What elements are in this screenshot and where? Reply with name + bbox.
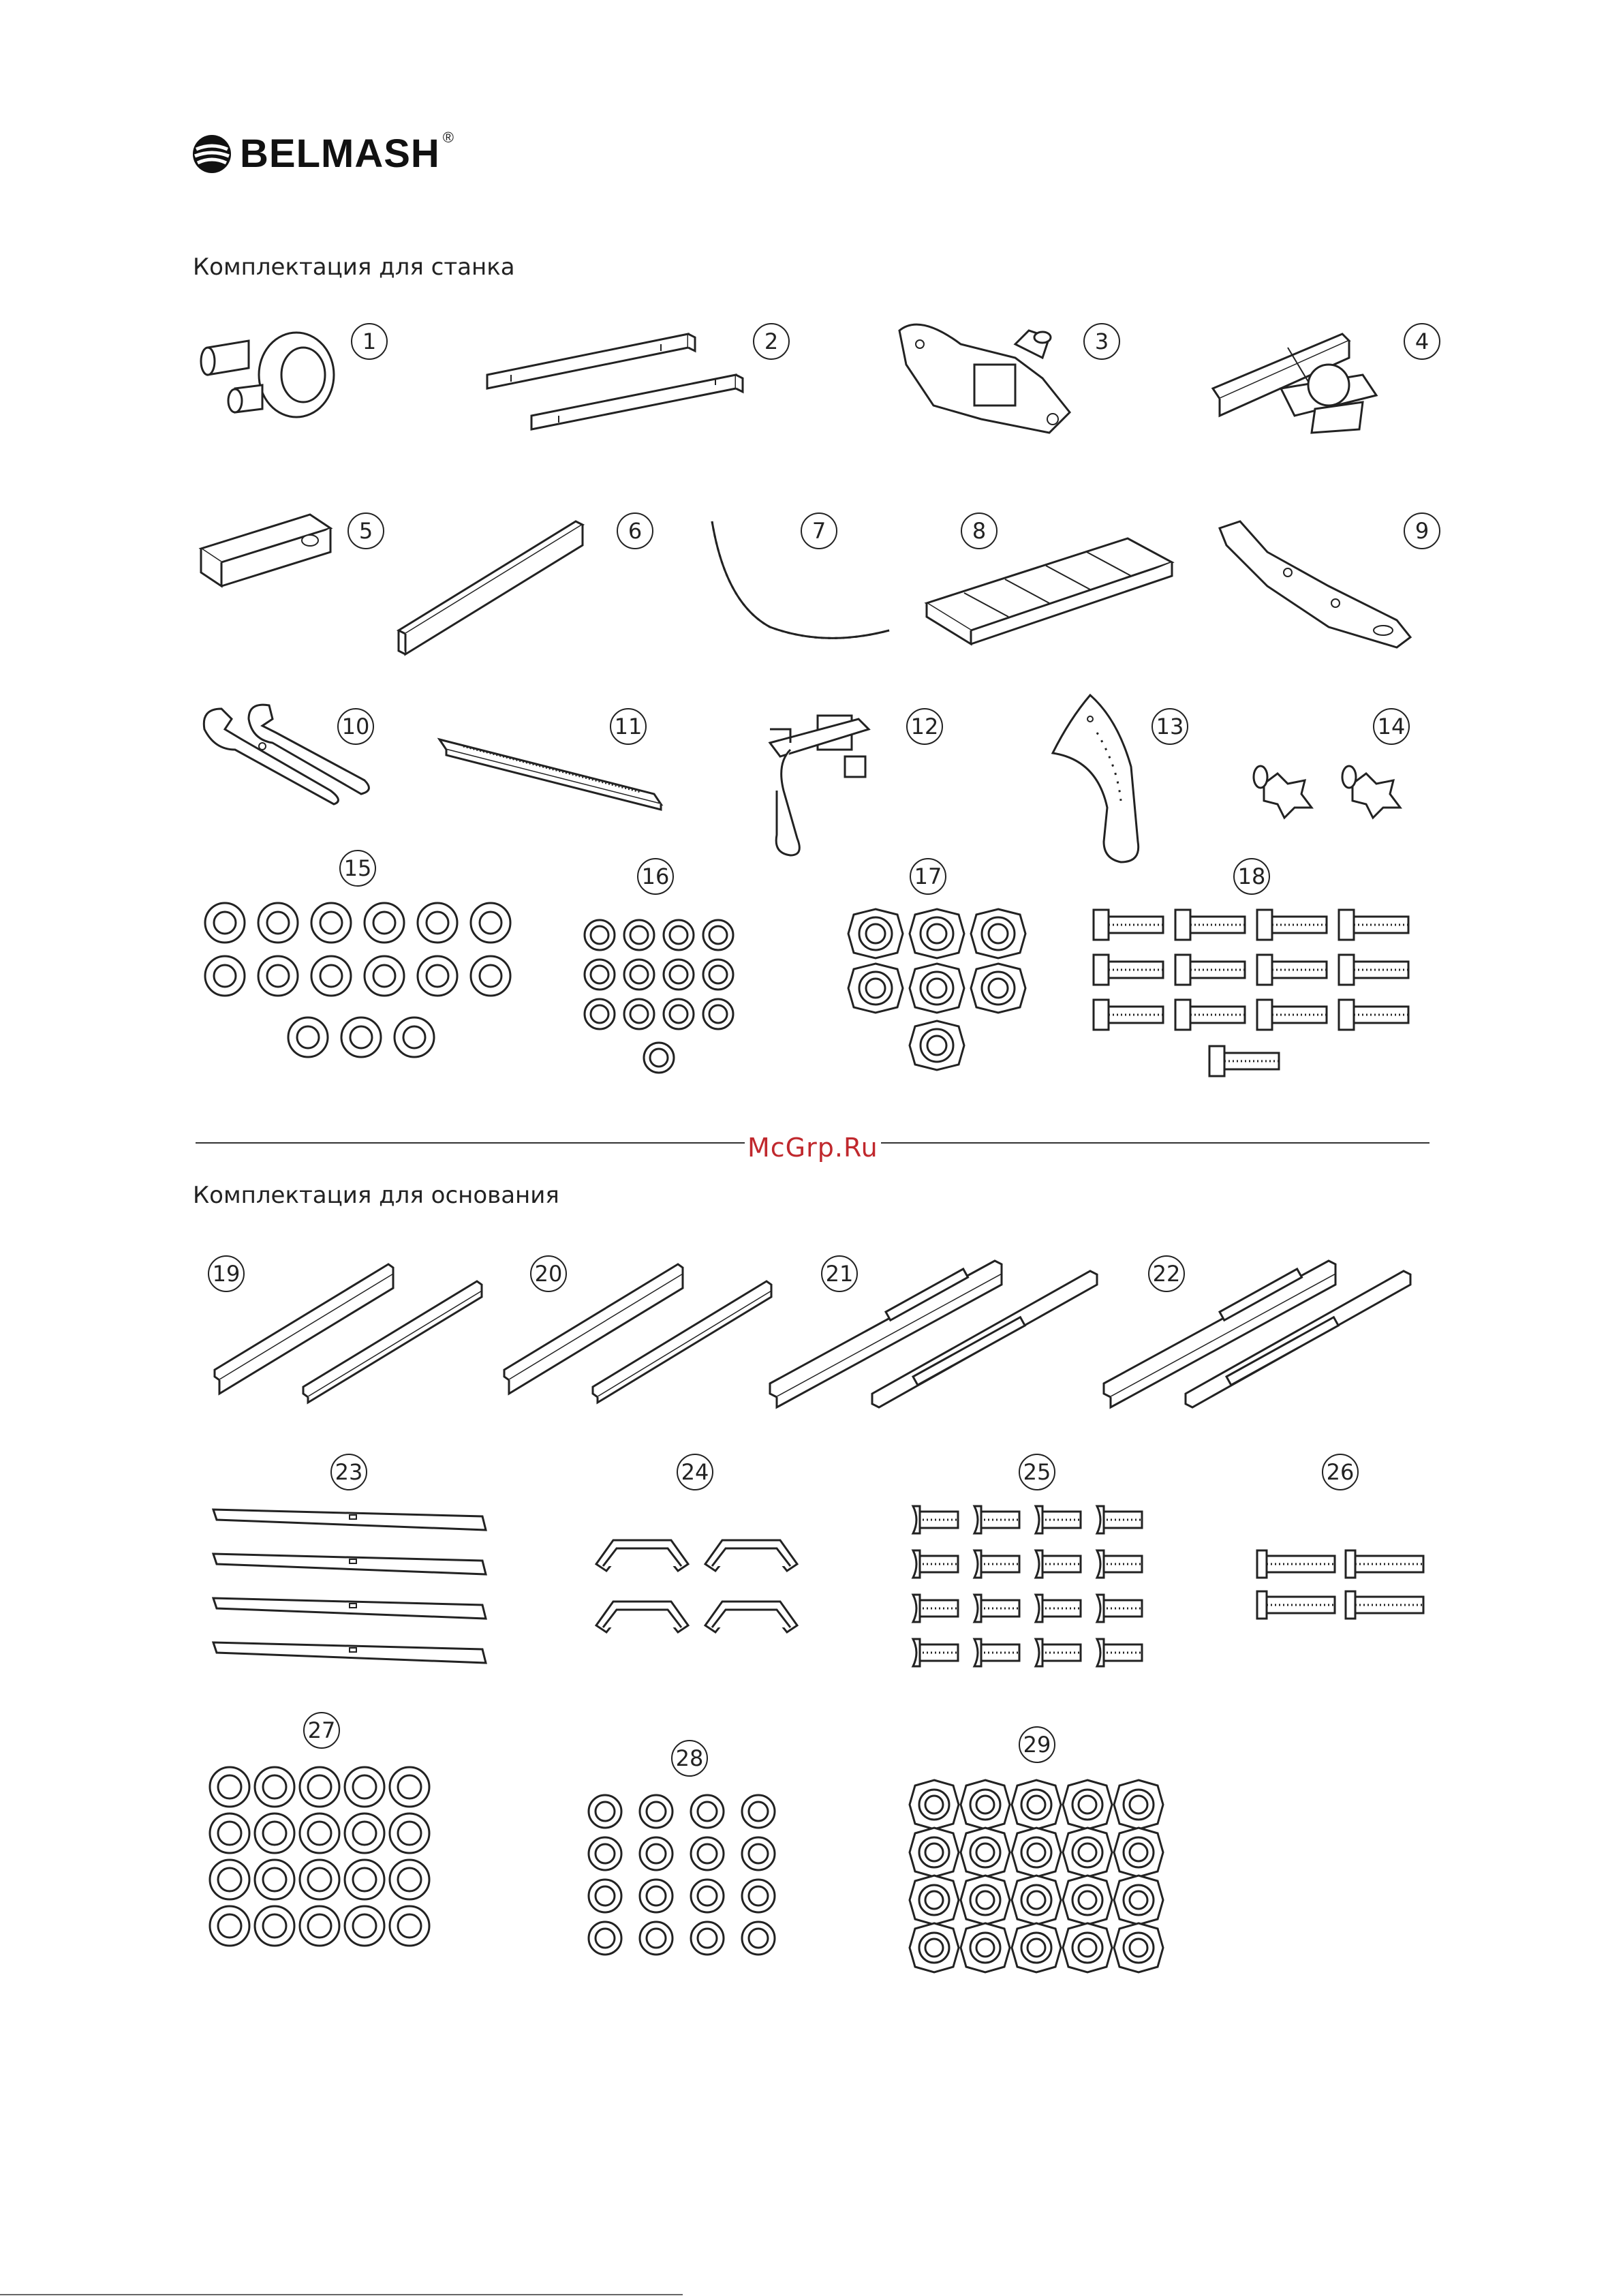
item-number-26: 26	[1322, 1454, 1359, 1490]
item-number-8: 8	[961, 512, 998, 549]
part-washers-15-icon	[203, 901, 523, 1068]
item-number-10: 10	[337, 708, 374, 745]
item-number-9: 9	[1404, 512, 1440, 549]
section-title-machine: Комплектация для станка	[193, 254, 515, 281]
part-legs-21-icon	[763, 1251, 1104, 1411]
brand-registered-mark: ®	[442, 128, 454, 146]
part-legs-22-icon	[1097, 1251, 1438, 1411]
item-number-25: 25	[1019, 1454, 1055, 1490]
part-riving-knife-icon	[1042, 692, 1145, 866]
part-fence-profile-icon	[392, 508, 589, 661]
item-number-12: 12	[906, 708, 943, 745]
item-number-15: 15	[339, 850, 376, 887]
part-washers-16-icon	[583, 918, 746, 1082]
item-number-21: 21	[821, 1255, 858, 1292]
page-bottom-rule	[0, 2294, 683, 2295]
part-nuts-17-icon	[848, 906, 1025, 1077]
item-number-18: 18	[1233, 858, 1270, 895]
item-number-16: 16	[637, 858, 674, 895]
part-miter-gauge-icon	[1213, 320, 1383, 443]
part-dust-adapter-icon	[194, 320, 337, 423]
item-number-4: 4	[1404, 323, 1440, 360]
part-board-icon	[923, 535, 1175, 647]
item-number-1: 1	[351, 323, 388, 360]
belmash-logo-icon	[192, 134, 232, 174]
item-number-24: 24	[677, 1454, 713, 1490]
part-bolts-26-icon	[1257, 1550, 1434, 1625]
item-number-27: 27	[303, 1712, 340, 1749]
part-legs-19-icon	[208, 1254, 491, 1404]
item-number-29: 29	[1019, 1726, 1055, 1763]
part-bracket-icon	[194, 515, 337, 593]
part-support-arm-icon	[1213, 518, 1417, 654]
item-number-14: 14	[1373, 708, 1410, 745]
part-crossbars-23-icon	[210, 1503, 496, 1673]
item-number-13: 13	[1151, 708, 1188, 745]
part-knobs-icon	[1250, 756, 1421, 821]
part-nuts-29-icon	[910, 1780, 1169, 1978]
item-number-5: 5	[347, 512, 384, 549]
item-number-22: 22	[1148, 1255, 1185, 1292]
part-carriage-bolts-25-icon	[910, 1506, 1169, 1683]
part-legs-20-icon	[497, 1254, 780, 1404]
item-number-6: 6	[617, 512, 653, 549]
item-number-19: 19	[208, 1255, 245, 1292]
part-washers-27-icon	[208, 1765, 439, 1956]
item-number-2: 2	[753, 323, 790, 360]
item-number-23: 23	[330, 1454, 367, 1490]
item-number-11: 11	[610, 708, 647, 745]
part-blade-guard-icon	[893, 317, 1097, 440]
part-clamp-icon	[749, 702, 886, 862]
watermark: McGrp.Ru	[745, 1133, 881, 1163]
item-number-7: 7	[801, 512, 837, 549]
item-number-17: 17	[910, 858, 946, 895]
item-number-20: 20	[530, 1255, 567, 1292]
section-title-base: Комплектация для основания	[193, 1182, 559, 1209]
part-hose-icon	[695, 508, 899, 661]
part-bolts-18-icon	[1094, 910, 1417, 1101]
brand-name: BELMASH	[240, 132, 440, 176]
item-number-28: 28	[671, 1740, 708, 1777]
brand-logo	[192, 128, 454, 177]
part-extension-rails-icon	[484, 327, 749, 436]
part-washers-28-icon	[586, 1792, 790, 1963]
part-brackets-24-icon	[593, 1533, 811, 1639]
item-number-3: 3	[1083, 323, 1120, 360]
